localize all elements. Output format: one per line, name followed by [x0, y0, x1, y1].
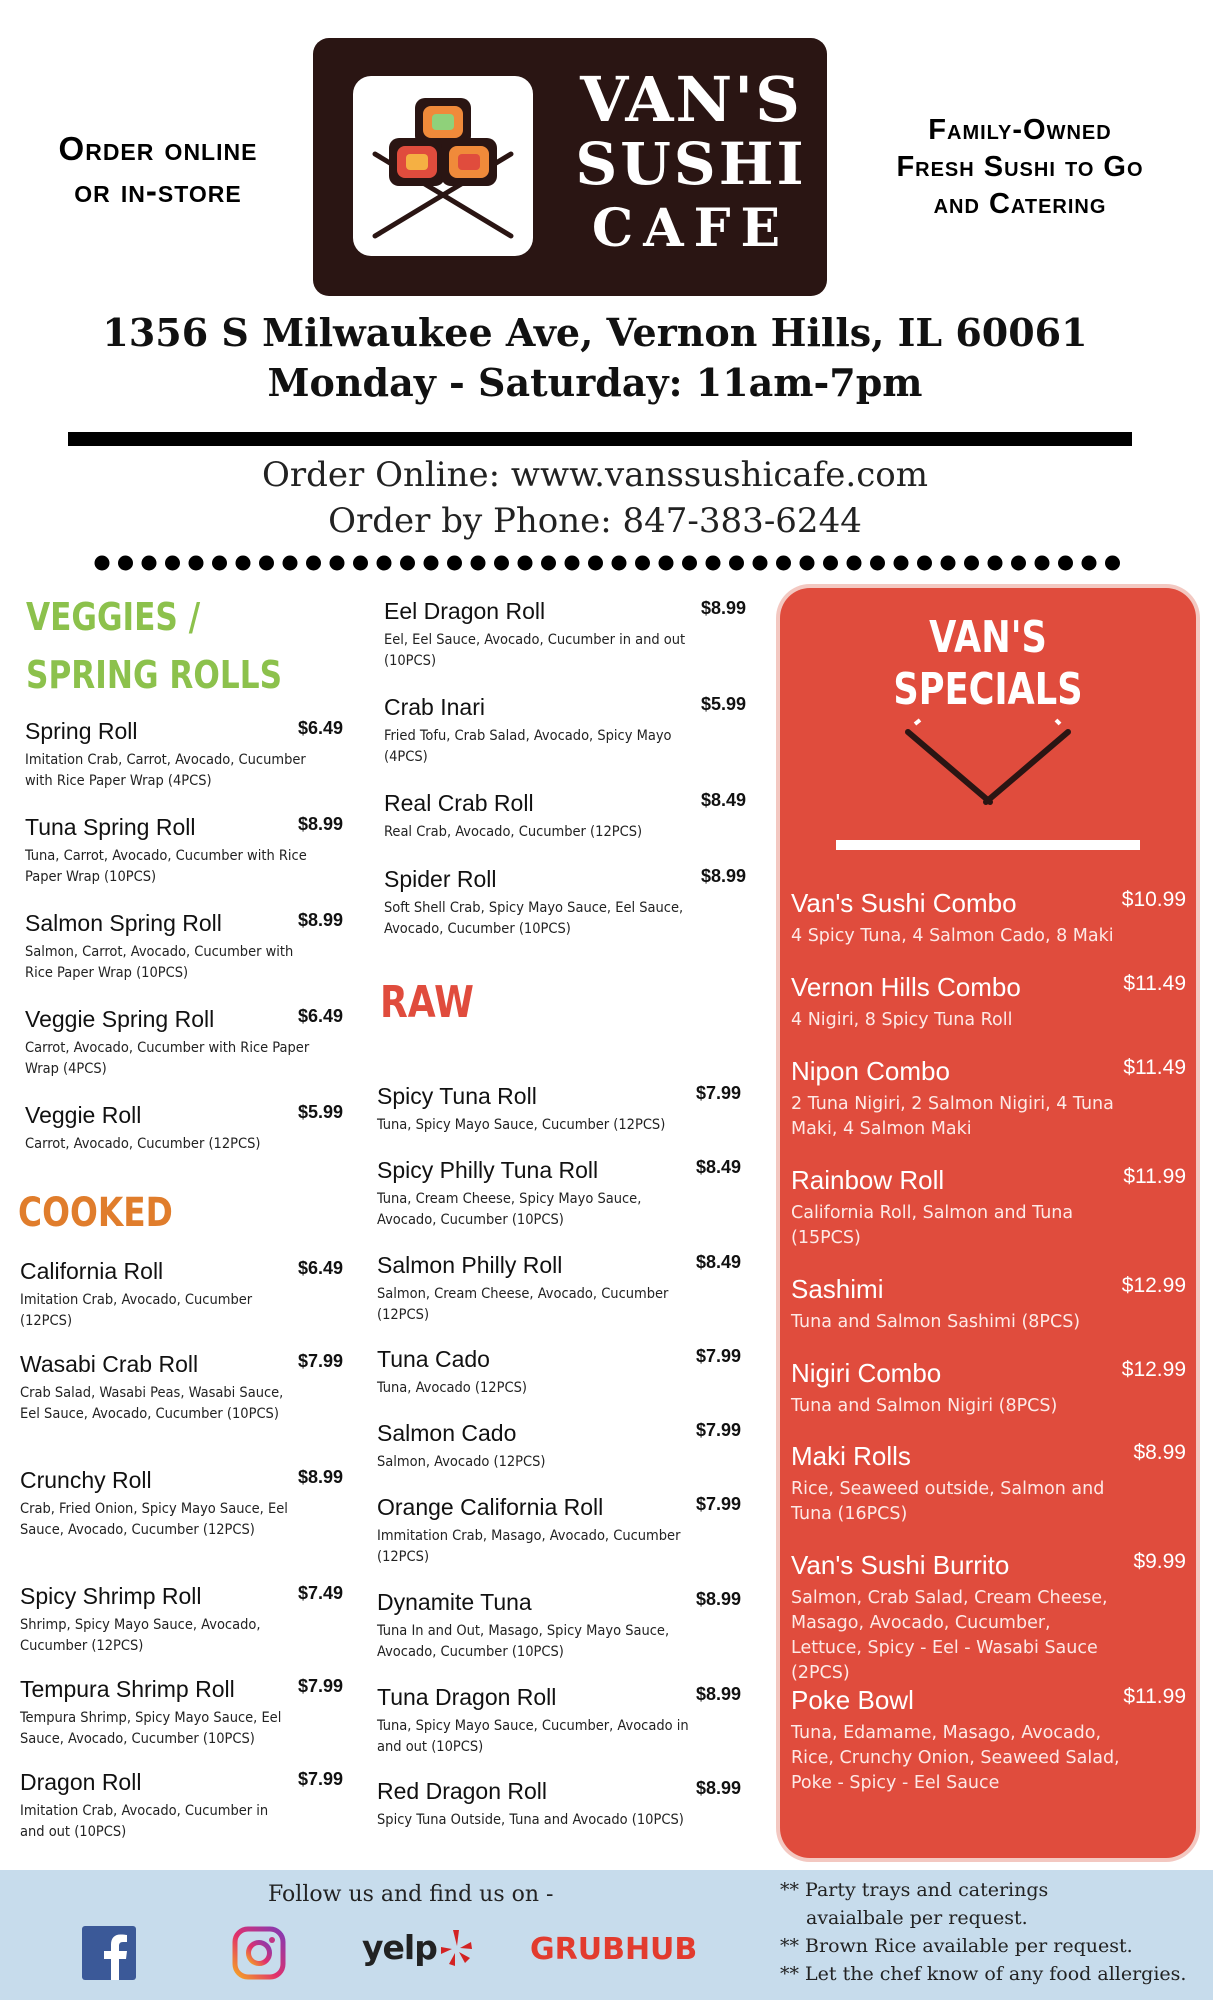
menu-item-price: $8.49 — [695, 1252, 741, 1272]
section-title-veggies — [26, 588, 282, 704]
menu-item-description: Spicy Tuna Outside, Tuna and Avocado (10PCS) — [377, 1812, 684, 1828]
menu-item-description: Immitation Crab, Masago, Avocado, Cucumber (12PCS) — [377, 1528, 681, 1565]
logo-wordmark — [571, 63, 811, 262]
menu-item-price: $5.99 — [700, 694, 746, 714]
menu-item-price: $12.99 — [1121, 1274, 1186, 1297]
menu-item-price: $7.99 — [297, 1676, 343, 1696]
divider-dot — [424, 556, 439, 571]
grubhub-icon[interactable] — [530, 1932, 697, 1967]
menu-item-description: Tuna and Salmon Sashimi (8PCS) — [791, 1312, 1081, 1332]
divider-dot — [941, 556, 956, 571]
address: 1356 S Milwaukee Ave, Vernon Hills, IL 60061 — [102, 310, 1088, 355]
follow-us-text: Follow us and find us on - — [268, 1882, 554, 1907]
section-title-line: SPRING ROLLS — [26, 653, 283, 697]
order-contact — [0, 452, 1190, 544]
menu-item-name: Spicy Shrimp Roll — [20, 1583, 202, 1609]
divider-dot — [259, 556, 274, 571]
menu-item-price: $7.99 — [297, 1351, 343, 1371]
divider — [68, 432, 1132, 446]
menu-item-price: $11.49 — [1123, 1056, 1186, 1079]
menu-item-price: $12.99 — [1121, 1358, 1186, 1381]
menu-item-price: $10.99 — [1121, 888, 1186, 911]
sushi-chopsticks-icon — [353, 76, 533, 256]
menu-item-name: Spider Roll — [384, 866, 497, 892]
divider-dot — [541, 556, 556, 571]
menu-item-description: Carrot, Avocado, Cucumber with Rice Paper Wrap (4PCS) — [25, 1040, 310, 1077]
menu-item-description: Carrot, Avocado, Cucumber (12PCS) — [25, 1136, 261, 1152]
divider-dot — [518, 556, 533, 571]
logo-line: VAN'S — [580, 63, 802, 136]
dotted-divider — [94, 553, 1124, 573]
note: ** Brown Rice available per request. — [780, 1935, 1133, 1957]
menu-item-description: Salmon, Cream Cheese, Avocado, Cucumber (12PCS) — [377, 1286, 669, 1323]
specials-divider — [836, 840, 1140, 850]
divider-dot — [847, 556, 862, 571]
note: ** Party trays and caterings — [780, 1879, 1049, 1901]
yelp-icon[interactable] — [362, 1928, 473, 1978]
menu-item-price: $6.49 — [297, 1006, 343, 1026]
menu-item-description: Tuna, Carrot, Avocado, Cucumber with Rice Paper Wrap (10PCS) — [25, 848, 307, 885]
divider-dot — [118, 556, 133, 571]
menu-item-description: Tempura Shrimp, Spicy Mayo Sauce, Eel Sauce, Avocado, Cucumber (10PCS) — [20, 1710, 282, 1747]
divider-dot — [236, 556, 251, 571]
section-title-line: VEGGIES / — [26, 595, 201, 639]
divider-dot — [353, 556, 368, 571]
menu-item-name: Tuna Spring Roll — [25, 814, 196, 840]
menu-item-name: Maki Rolls — [791, 1441, 911, 1471]
menu-item-price: $7.99 — [695, 1346, 741, 1366]
menu-item-name: Veggie Spring Roll — [25, 1006, 215, 1032]
tagline-line: and Catering — [933, 188, 1107, 220]
menu-item-description: Tuna, Edamame, Masago, Avocado, Rice, Crunchy Onion, Seaweed Salad, Poke - Spicy - Eel Sauce — [791, 1723, 1120, 1793]
menu-item-price: $11.99 — [1123, 1165, 1186, 1188]
specials-title — [822, 612, 1155, 716]
menu-item-name: Orange California Roll — [377, 1494, 604, 1520]
tagline — [850, 112, 1190, 223]
menu-item-price: $8.99 — [695, 1684, 741, 1704]
divider-dot — [1011, 556, 1026, 571]
menu-item-price: $8.99 — [1133, 1441, 1186, 1464]
menu-item-name: Spicy Philly Tuna Roll — [377, 1157, 599, 1183]
order-phone[interactable]: Order by Phone: 847-383-6244 — [328, 501, 862, 541]
menu-item-description: 4 Spicy Tuna, 4 Salmon Cado, 8 Maki — [791, 926, 1114, 946]
menu-item-price: $7.99 — [297, 1769, 343, 1789]
menu-item-name: Dragon Roll — [20, 1769, 142, 1795]
menu-item-price: $8.99 — [700, 866, 746, 886]
menu-item-name: Wasabi Crab Roll — [20, 1351, 199, 1377]
business-hours: Monday - Saturday: 11am-7pm — [267, 360, 923, 405]
divider-dot — [988, 556, 1003, 571]
menu-item-name: Nigiri Combo — [791, 1358, 942, 1388]
divider-dot — [870, 556, 885, 571]
menu-item-description: 2 Tuna Nigiri, 2 Salmon Nigiri, 4 Tuna Maki, 4 Salmon Maki — [791, 1094, 1114, 1139]
chopsticks-icon — [780, 718, 1196, 828]
specials-title-line: SPECIALS — [893, 664, 1083, 715]
divider-dot — [565, 556, 580, 571]
tagline-line: Family-Owned — [928, 114, 1112, 146]
divider-dot — [635, 556, 650, 571]
yelp-burst-icon — [439, 1928, 473, 1968]
menu-item-description: Soft Shell Crab, Spicy Mayo Sauce, Eel Sauce, Avocado, Cucumber (10PCS) — [384, 900, 684, 937]
divider-dot — [588, 556, 603, 571]
divider-dot — [964, 556, 979, 571]
divider-dot — [729, 556, 744, 571]
divider-dot — [776, 556, 791, 571]
menu-item-name: Rainbow Roll — [791, 1165, 945, 1195]
menu-item-description: Rice, Seaweed outside, Salmon and Tuna (16PCS) — [791, 1479, 1105, 1524]
menu-item-name: Vernon Hills Combo — [791, 972, 1021, 1002]
menu-item-description: Tuna, Cream Cheese, Spicy Mayo Sauce, Avocado, Cucumber (10PCS) — [377, 1191, 642, 1228]
menu-item-name: Spicy Tuna Roll — [377, 1083, 537, 1109]
divider-dot — [800, 556, 815, 571]
order-note-line: or in-store — [74, 172, 242, 209]
menu-item-name: Red Dragon Roll — [377, 1778, 548, 1804]
address-block — [0, 308, 1190, 408]
menu-item-price: $8.99 — [297, 910, 343, 930]
menu-item-description: Imitation Crab, Avocado, Cucumber (12PCS) — [20, 1292, 253, 1329]
divider-dot — [377, 556, 392, 571]
menu-item-name: Salmon Spring Roll — [25, 910, 222, 936]
menu-item-price: $8.49 — [700, 790, 746, 810]
grubhub-wordmark: GRUBHUB — [530, 1932, 698, 1967]
logo-line: SUSHI — [575, 130, 807, 198]
divider-dot — [894, 556, 909, 571]
menu-item-name: Veggie Roll — [25, 1102, 142, 1128]
menu-header — [0, 0, 1213, 560]
divider-dot — [682, 556, 697, 571]
menu-item-price: $8.49 — [695, 1157, 741, 1177]
menu-item-price: $8.99 — [695, 1589, 741, 1609]
order-note — [18, 128, 298, 212]
divider-dot — [400, 556, 415, 571]
note: ** Let the chef know of any food allergies. — [780, 1963, 1187, 1985]
divider-dot — [612, 556, 627, 571]
menu-item-price: $11.49 — [1123, 972, 1186, 995]
divider-dot — [823, 556, 838, 571]
menu-item-description: Tuna In and Out, Masago, Spicy Mayo Sauce, Avocado, Cucumber (10PCS) — [377, 1623, 670, 1660]
menu-item-price: $7.99 — [695, 1083, 741, 1103]
menu-item-price: $8.99 — [695, 1778, 741, 1798]
menu-item-name: Dynamite Tuna — [377, 1589, 532, 1615]
footer — [0, 1870, 1213, 2000]
menu-item-price: $11.99 — [1123, 1685, 1186, 1708]
menu-item-description: Tuna, Avocado (12PCS) — [377, 1380, 527, 1396]
menu-item-price: $6.49 — [297, 1258, 343, 1278]
menu-item-price: $9.99 — [1133, 1550, 1186, 1573]
menu-item-description: Crab Salad, Wasabi Peas, Wasabi Sauce, Eel Sauce, Avocado, Cucumber (10PCS) — [20, 1385, 284, 1422]
divider-dot — [165, 556, 180, 571]
menu-item-name: Salmon Philly Roll — [377, 1252, 563, 1278]
menu-item-description: Imitation Crab, Avocado, Cucumber in and out (10PCS) — [20, 1803, 269, 1840]
tagline-line: Fresh Sushi to Go — [896, 151, 1144, 183]
menu-item-description: 4 Nigiri, 8 Spicy Tuna Roll — [791, 1010, 1013, 1030]
menu-item-name: California Roll — [20, 1258, 164, 1284]
menu-item-name: Eel Dragon Roll — [384, 598, 546, 624]
divider-dot — [494, 556, 509, 571]
divider-dot — [212, 556, 227, 571]
menu-item-description: Salmon, Avocado (12PCS) — [377, 1454, 546, 1470]
menu-column-left — [0, 588, 360, 1868]
divider-dot — [283, 556, 298, 571]
menu-item-description: Tuna, Spicy Mayo Sauce, Cucumber (12PCS) — [377, 1117, 666, 1133]
menu-item-name: Spring Roll — [25, 718, 138, 744]
menu-item-name: Sashimi — [791, 1274, 884, 1304]
menu-item-price: $8.99 — [297, 814, 343, 834]
divider-dot — [95, 556, 110, 571]
menu-item-description: Imitation Crab, Carrot, Avocado, Cucumber with Rice Paper Wrap (4PCS) — [25, 752, 306, 789]
divider-dot — [471, 556, 486, 571]
menu-item-description: Shrimp, Spicy Mayo Sauce, Avocado, Cucumber (12PCS) — [20, 1617, 261, 1654]
menu-item-price: $7.99 — [695, 1494, 741, 1514]
order-online-link[interactable]: Order Online: www.vanssushicafe.com — [262, 455, 928, 495]
section-title-raw: RAW — [380, 977, 474, 1028]
instagram-icon[interactable] — [232, 1926, 286, 1980]
divider-dot — [1035, 556, 1050, 571]
specials-title-line: VAN'S — [929, 612, 1047, 663]
menu-item-description: Eel, Eel Sauce, Avocado, Cucumber in and out (10PCS) — [384, 632, 686, 669]
menu-item-name: Real Crab Roll — [384, 790, 534, 816]
menu-item-price: $7.49 — [297, 1583, 343, 1603]
menu-notes — [780, 1876, 1200, 1988]
logo — [313, 38, 827, 296]
menu-item-description: California Roll, Salmon and Tuna (15PCS) — [791, 1203, 1074, 1248]
menu-item-name: Poke Bowl — [791, 1685, 914, 1715]
menu-item-name: Tuna Cado — [377, 1346, 490, 1372]
logo-line: CAFE — [591, 198, 791, 259]
menu-item-name: Tempura Shrimp Roll — [20, 1676, 235, 1702]
menu-item-price: $8.99 — [297, 1467, 343, 1487]
divider-dot — [330, 556, 345, 571]
divider-dot — [1082, 556, 1097, 571]
menu-item-description: Crab, Fried Onion, Spicy Mayo Sauce, Eel Sauce, Avocado, Cucumber (12PCS) — [20, 1501, 288, 1538]
menu-item-description: Tuna and Salmon Nigiri (8PCS) — [791, 1396, 1058, 1416]
divider-dot — [189, 556, 204, 571]
menu-item-price: $8.99 — [700, 598, 746, 618]
menu-item-description: Fried Tofu, Crab Salad, Avocado, Spicy Mayo (4PCS) — [384, 728, 672, 765]
order-note-line: Order online — [58, 130, 258, 167]
menu-item-price: $5.99 — [297, 1102, 343, 1122]
menu-column-middle — [370, 588, 760, 1868]
section-title-cooked: COOKED — [18, 1190, 173, 1236]
menu-item-name: Van's Sushi Burrito — [791, 1550, 1010, 1580]
menu-item-name: Van's Sushi Combo — [791, 888, 1017, 918]
menu-item-name: Crab Inari — [384, 694, 485, 720]
divider-dot — [142, 556, 157, 571]
menu-item-name: Tuna Dragon Roll — [377, 1684, 557, 1710]
menu-item-description: Tuna, Spicy Mayo Sauce, Cucumber, Avocado in and out (10PCS) — [377, 1718, 689, 1755]
menu-item-name: Crunchy Roll — [20, 1467, 152, 1493]
yelp-wordmark: yelp — [362, 1928, 437, 1967]
facebook-icon[interactable] — [82, 1926, 136, 1980]
menu-item-description: Salmon, Carrot, Avocado, Cucumber with Rice Paper Wrap (10PCS) — [25, 944, 294, 981]
divider-dot — [1105, 556, 1120, 571]
menu-item-name: Nipon Combo — [791, 1056, 950, 1086]
note: avaialbale per request. — [806, 1907, 1028, 1929]
divider-dot — [447, 556, 462, 571]
divider-dot — [706, 556, 721, 571]
divider-dot — [917, 556, 932, 571]
menu-item-name: Salmon Cado — [377, 1420, 517, 1446]
divider-dot — [1058, 556, 1073, 571]
menu-item-description: Real Crab, Avocado, Cucumber (12PCS) — [384, 824, 643, 840]
divider-dot — [306, 556, 321, 571]
menu-item-price: $7.99 — [695, 1420, 741, 1440]
specials-panel — [780, 588, 1196, 1858]
divider-dot — [659, 556, 674, 571]
divider-dot — [753, 556, 768, 571]
menu-item-price: $6.49 — [297, 718, 343, 738]
menu-item-description: Salmon, Crab Salad, Cream Cheese, Masago, Avocado, Cucumber, Lettuce, Spicy - Eel - Wasabi Sauce (2PCS) — [791, 1588, 1108, 1683]
